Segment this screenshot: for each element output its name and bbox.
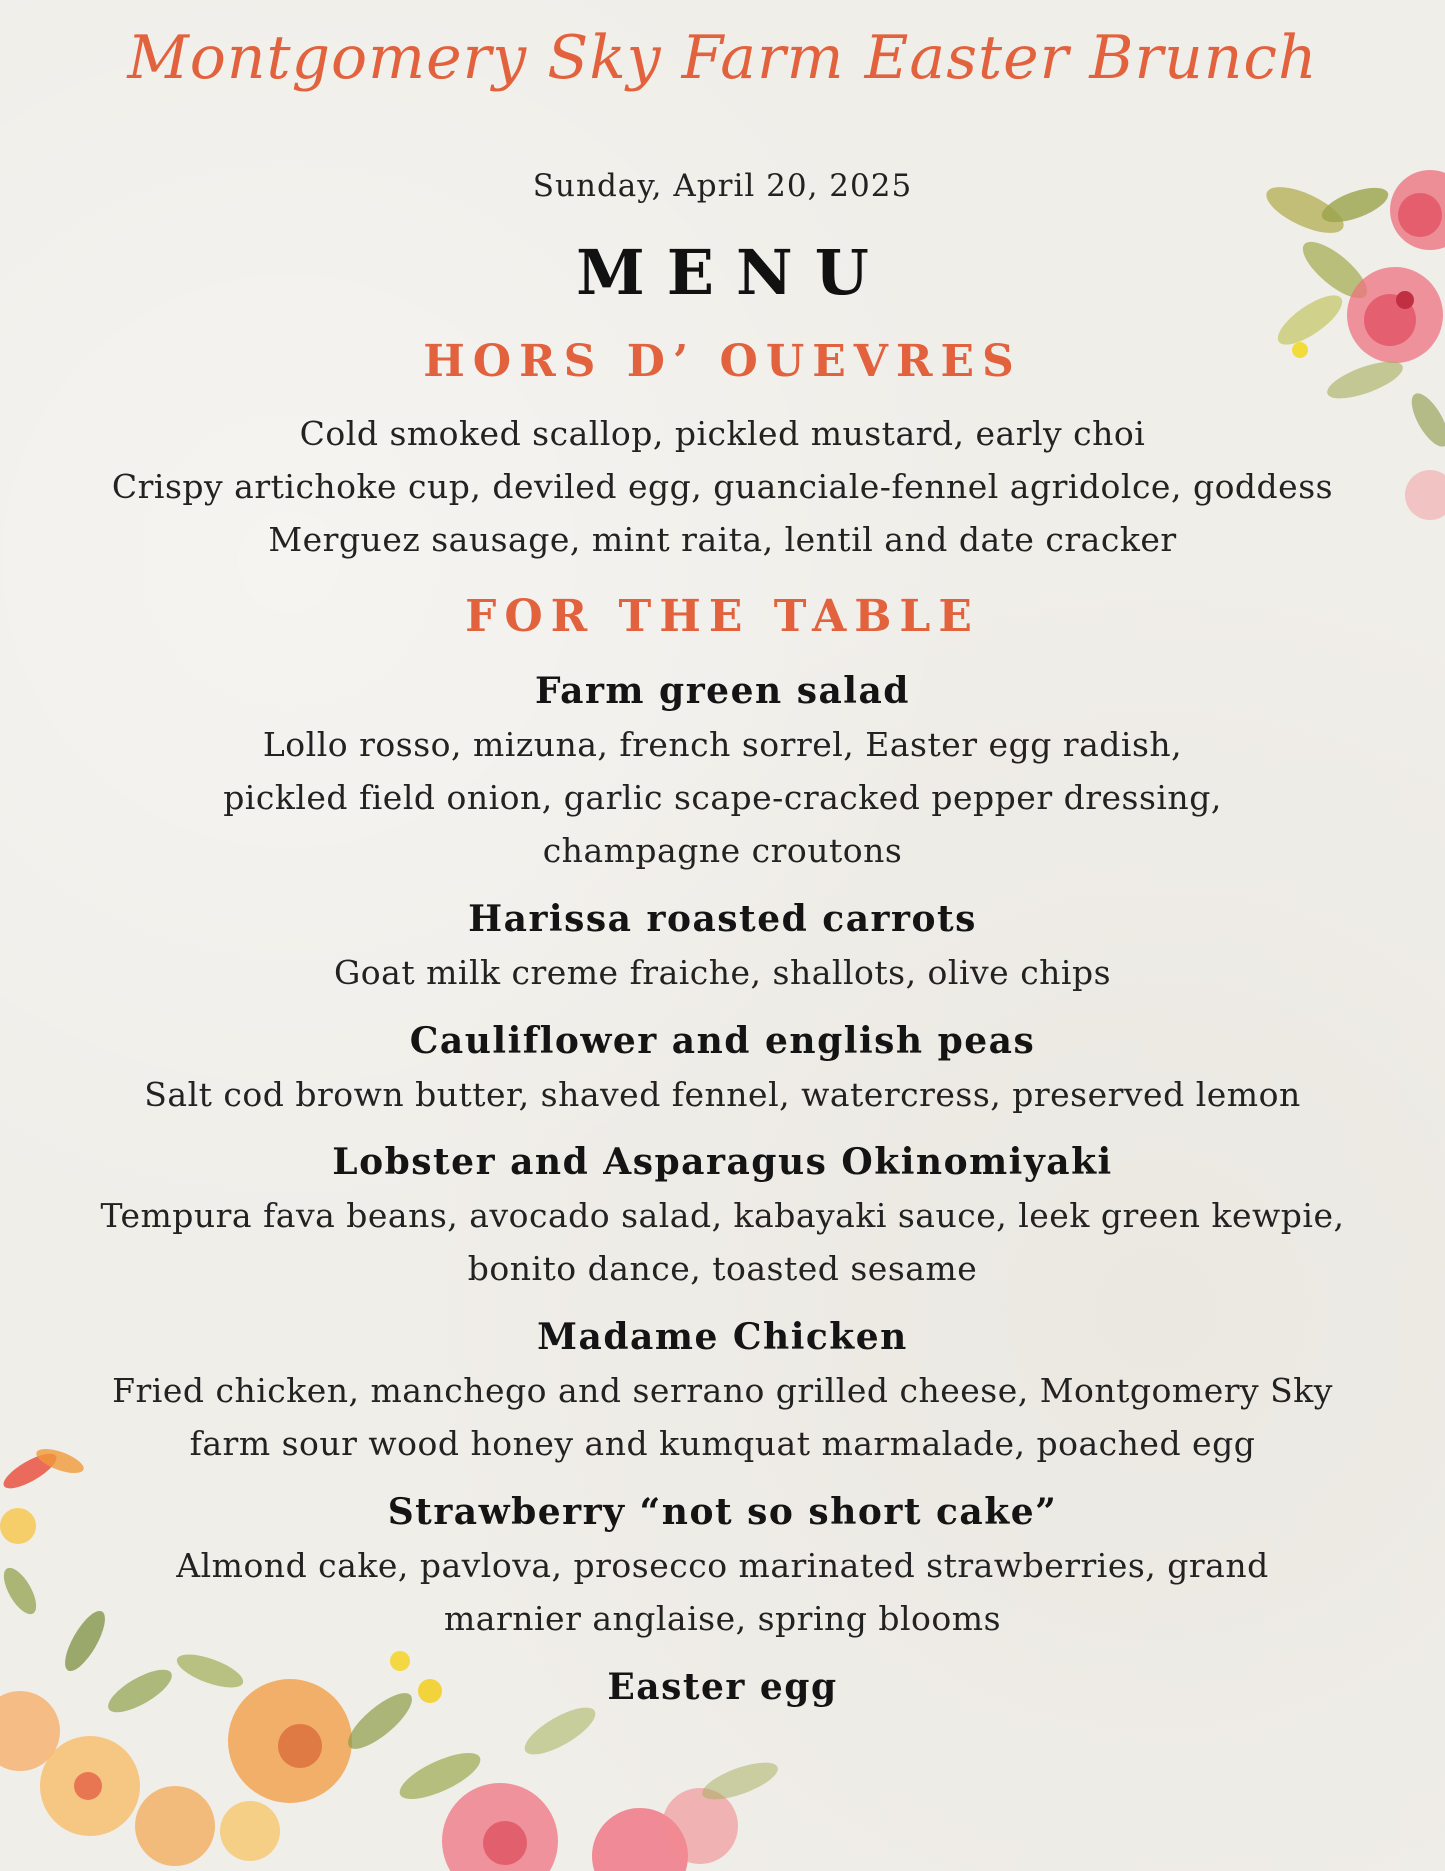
dish-name: Harissa roasted carrots	[468, 898, 977, 940]
hors-line: Cold smoked scallop, pickled mustard, early choi	[299, 414, 1146, 453]
section-heading-hors-doeuvres: HORS D’ OUEVRES	[423, 336, 1022, 387]
dish-description-line: Almond cake, pavlova, prosecco marinated strawberries, grand	[176, 1546, 1269, 1585]
hors-line: Crispy artichoke cup, deviled egg, guanciale-fennel agridolce, goddess	[111, 467, 1334, 506]
dish-name: Madame Chicken	[537, 1316, 908, 1358]
dish-name: Lobster and Asparagus Okinomiyaki	[332, 1141, 1113, 1183]
hors-line: Merguez sausage, mint raita, lentil and date cracker	[268, 520, 1177, 559]
dish-description-line: pickled field onion, garlic scape-cracked pepper dressing,	[223, 778, 1222, 817]
dish-description-line: Tempura fava beans, avocado salad, kabayaki sauce, leek green kewpie,	[100, 1196, 1345, 1235]
dish-description-line: Salt cod brown butter, shaved fennel, watercress, preserved lemon	[144, 1075, 1301, 1114]
menu-title: Montgomery Sky Farm Easter Brunch	[127, 23, 1318, 93]
dish-name: Strawberry “not so short cake”	[387, 1491, 1058, 1533]
dish-name: Easter egg	[607, 1666, 838, 1708]
dish-description-line: Goat milk creme fraiche, shallots, olive chips	[333, 953, 1112, 992]
dish-name: Cauliflower and english peas	[409, 1020, 1036, 1062]
event-date: Sunday, April 20, 2025	[532, 168, 913, 204]
dish-description-line: Fried chicken, manchego and serrano grilled cheese, Montgomery Sky	[112, 1371, 1333, 1410]
dish-description-line: Lollo rosso, mizuna, french sorrel, Easter egg radish,	[262, 725, 1183, 764]
dish-description-line: farm sour wood honey and kumquat marmalade, poached egg	[189, 1424, 1256, 1463]
menu-label: MENU	[576, 236, 891, 309]
dish-description-line: champagne croutons	[542, 831, 903, 870]
section-heading-for-the-table: FOR THE TABLE	[465, 591, 980, 642]
dish-name: Farm green salad	[535, 670, 910, 712]
dish-description-line: marnier anglaise, spring blooms	[443, 1599, 1002, 1638]
dish-description-line: bonito dance, toasted sesame	[467, 1249, 978, 1288]
